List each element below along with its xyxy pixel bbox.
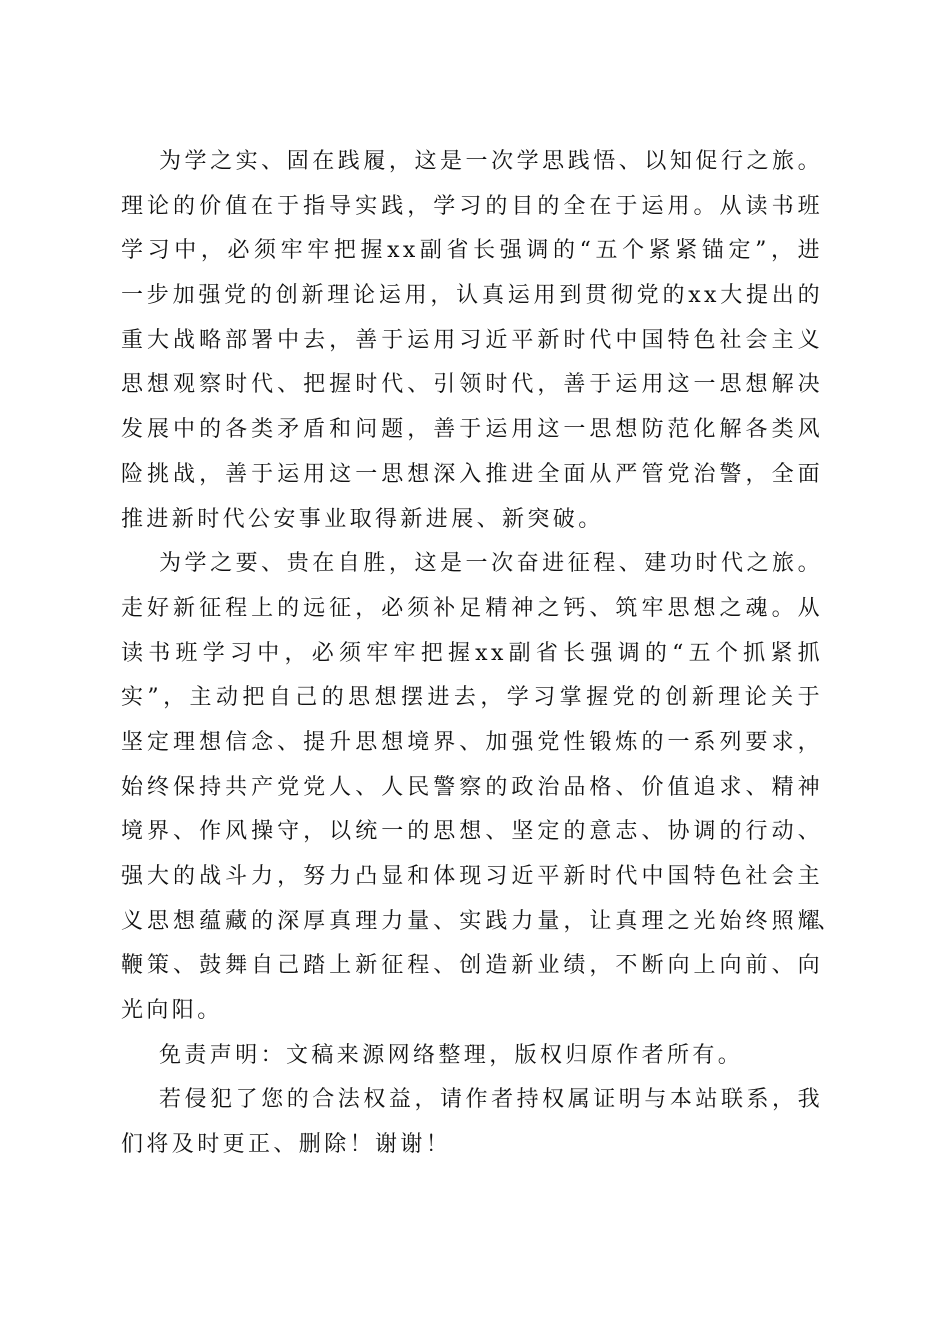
paragraph-line: 实”，主动把自己的思想摆进去，学习掌握党的创新理论关于: [121, 685, 823, 711]
paragraph-line: 光向阳。: [121, 998, 223, 1024]
paragraph-line: 理论的价值在于指导实践，学习的目的全在于运用。从读书班: [121, 193, 823, 219]
paragraph-line: 险挑战，善于运用这一思想深入推进全面从严管党治警，全面: [121, 461, 823, 487]
paragraph-line: 推进新时代公安事业取得新进展、新突破。: [121, 506, 604, 532]
paragraph-line: 重大战略部署中去，善于运用习近平新时代中国特色社会主义: [121, 327, 823, 353]
paragraph-line: 境界、作风操守，以统一的思想、坚定的意志、协调的行动、: [121, 819, 823, 845]
paragraph-line: 为学之实、固在践履，这是一次学思践悟、以知促行之旅。: [159, 149, 823, 174]
paragraph-line: 一步加强党的创新理论运用，认真运用到贯彻党的xx大提出的: [121, 283, 823, 309]
paragraph-line: 始终保持共产党党人、人民警察的政治品格、价值追求、精神: [121, 774, 823, 800]
paragraph-line: 为学之要、贵在自胜，这是一次奋进征程、建功时代之旅。: [159, 551, 823, 577]
copyright-notice-paragraph: [121, 1078, 823, 1167]
paragraph-study-application: [121, 140, 823, 542]
paragraph-line: 读书班学习中，必须牢牢把握xx副省长强调的“五个抓紧抓: [121, 640, 823, 666]
paragraph-line: 鞭策、鼓舞自己踏上新征程、创造新业绩，不断向上向前、向: [121, 953, 823, 979]
paragraph-self-discipline: [121, 542, 839, 1034]
document-body: [121, 140, 839, 1168]
copyright-notice-line: 若侵犯了您的合法权益，请作者持权属证明与本站联系，我: [159, 1087, 823, 1113]
paragraph-line: 走好新征程上的远征，必须补足精神之钙、筑牢思想之魂。从: [121, 595, 823, 621]
paragraph-line: 坚定理想信念、提升思想境界、加强党性锻炼的一系列要求，: [121, 729, 823, 755]
paragraph-line: 学习中，必须牢牢把握xx副省长强调的“五个紧紧锚定”，进: [121, 238, 823, 264]
paragraph-line: [121, 900, 839, 945]
copyright-notice-line: 们将及时更正、删除！谢谢！: [121, 1132, 452, 1158]
hanging-punctuation: 、: [816, 908, 839, 934]
paragraph-line-text: 义思想蕴藏的深厚真理力量、实践力量，让真理之光始终照耀: [121, 908, 823, 934]
paragraph-line: 思想观察时代、把握时代、引领时代，善于运用这一思想解决: [121, 372, 823, 398]
disclaimer-paragraph: [121, 1034, 823, 1079]
paragraph-line: 发展中的各类矛盾和问题，善于运用这一思想防范化解各类风: [121, 417, 823, 443]
disclaimer-line: 免责声明：文稿来源网络整理，版权归原作者所有。: [159, 1042, 744, 1068]
paragraph-line: 强大的战斗力，努力凸显和体现习近平新时代中国特色社会主: [121, 864, 823, 889]
